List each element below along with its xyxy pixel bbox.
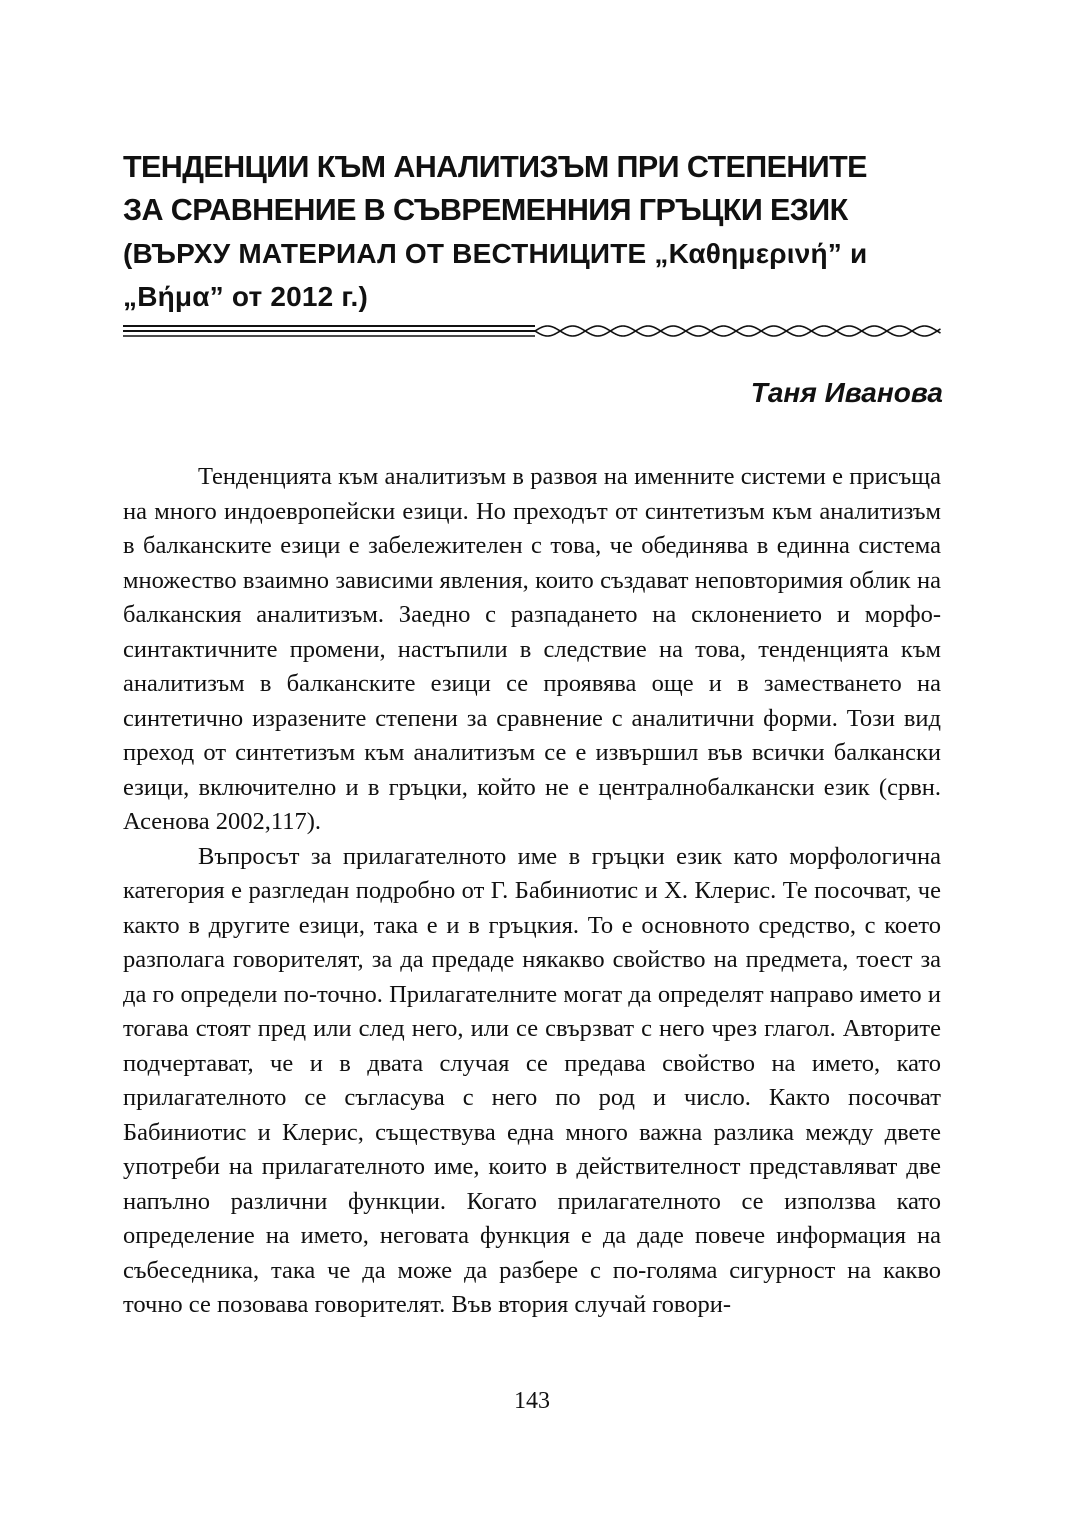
body-text [123, 460, 941, 1323]
title-line-3: (ВЪРХУ МАТЕРИАЛ ОТ ВЕСТНИЦИТЕ „Καθημερινή” и [123, 238, 868, 269]
author-name: Таня Иванова [750, 377, 943, 408]
title-line-2: ЗА СРАВНЕНИЕ В СЪВРЕМЕННИЯ ГРЪЦКИ ЕЗИК [123, 193, 848, 227]
title-line-4: „Βήμα” от 2012 г.) [123, 281, 368, 312]
title-line-1: ТЕНДЕНЦИИ КЪМ АНАЛИТИЗЪМ ПРИ СТЕПЕНИТЕ [123, 150, 867, 184]
article-title [123, 146, 953, 318]
page-number: 143 [514, 1388, 550, 1414]
paragraph: Въпросът за прилагателното име в гръцки език като морфологична категория е разгледан подробно от Г. Бабиниотис и Х. Клерис. Те посочват, че както в другите езици, така е и в гръцкия. То е основното средство, с което разполага говорителят, за да предаде някакво свойство на предмета, тоест за да го определи по-точно. Прилагателните могат да определят направо името и тогава стоят пред или след него, или се свързват с него чрез глагол. Авторите подчертават, че и в двата случая се предава свойство на името, като прилагателното се съгласува с него по род и число. Както посочват Бабиниотис и Клерис, съществува една много важна разлика между двете употреби на прилагателното име, които в действителност представляват две напълно различни функции. Когато прилагателното се използва като определение на името, неговата функция е да даде повече информация на събеседника, така че да може да разбере с по-голяма сигурност на какво точно се позовава говорителят. Във втория случай говори- [123, 842, 941, 1318]
decorative-divider [123, 318, 943, 342]
paragraph: Тенденцията към аналитизъм в развоя на именните системи е присъща на много индоевропейски езици. Но преходът от синтетизъм към аналитизъм в балканските езици е забележителен с това, че обединява в единна система множество взаимно зависими явления, които създават неповторимия облик на балканския аналитизъм. Заедно с разпадането на склонението и морфо-синтактичните промени, настъпили в следствие на това, тенденцията към аналитизъм в балканските езици се проявява още и в заместването на синтетично изразените степени за сравнение с аналитични форми. Този вид преход от синтетизъм към аналитизъм се е извършил във всички балкански езици, включително и в гръцки, който не е централнобалкански език (срвн. Асенова 2002,117). [123, 463, 941, 835]
